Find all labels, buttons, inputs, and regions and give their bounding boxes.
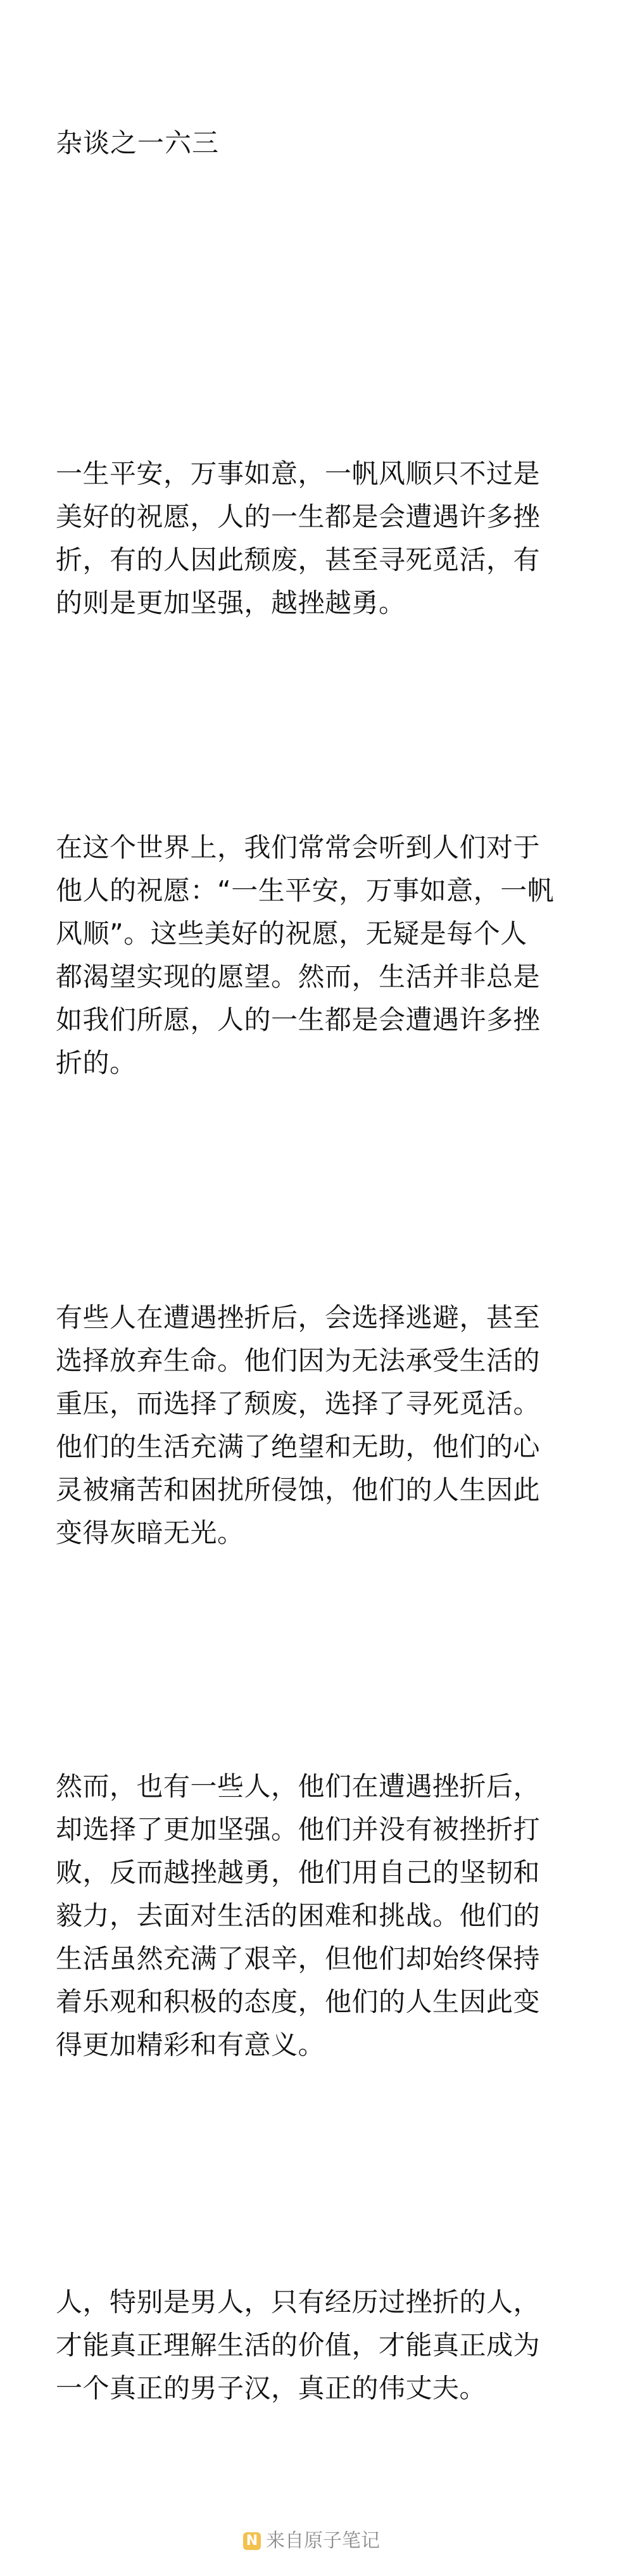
paragraph-line: 他人的祝愿：“一生平安，万事如意，一帆 <box>56 875 555 906</box>
paragraph-line: 有些人在遭遇挫折后，会选择逃避，甚至 <box>56 1302 541 1333</box>
paragraph-1 <box>56 452 569 625</box>
paragraph-line: 生活虽然充满了艰辛，但他们却始终保持 <box>56 1943 541 1974</box>
paragraph-line: 毅力，去面对生活的困难和挑战。他们的 <box>56 1900 541 1931</box>
footer <box>0 2527 623 2554</box>
article-title: 杂谈之一六三 <box>56 127 220 158</box>
paragraph-line: 败，反而越挫越勇，他们用自己的坚韧和 <box>56 1857 541 1888</box>
footer-source-text: 来自原子笔记 <box>266 2530 380 2552</box>
paragraph-4 <box>56 1765 569 2067</box>
paragraph-line: 折，有的人因此颓废，甚至寻死觅活，有 <box>56 544 541 575</box>
paragraph-line: 却选择了更加坚强。他们并没有被挫折打 <box>56 1814 541 1845</box>
paragraph-line: 如我们所愿，人的一生都是会遭遇许多挫 <box>56 1004 541 1035</box>
paragraph-line: 然而，也有一些人，他们在遭遇挫折后， <box>56 1771 541 1802</box>
paragraph-line: 变得灰暗无光。 <box>56 1517 244 1548</box>
footer-source <box>243 2528 380 2554</box>
paragraph-line: 选择放弃生命。他们因为无法承受生活的 <box>56 1345 541 1376</box>
paragraph-line: 的则是更加坚强，越挫越勇。 <box>56 587 406 618</box>
paragraph-line: 风顺”。这些美好的祝愿，无疑是每个人 <box>56 918 527 949</box>
paragraph-2 <box>56 826 569 1085</box>
paragraph-line: 美好的祝愿，人的一生都是会遭遇许多挫 <box>56 501 541 532</box>
paragraph-line: 人，特别是男人，只有经历过挫折的人， <box>56 2286 541 2318</box>
paragraph-3 <box>56 1296 569 1555</box>
paragraph-line: 一生平安，万事如意，一帆风顺只不过是 <box>56 458 541 489</box>
paragraph-line: 灵被痛苦和困扰所侵蚀，他们的人生因此 <box>56 1474 541 1505</box>
paragraph-line: 重压，而选择了颓废，选择了寻死觅活。 <box>56 1388 541 1419</box>
paragraph-line: 折的。 <box>56 1047 137 1078</box>
paragraph-line: 在这个世界上，我们常常会听到人们对于 <box>56 832 541 863</box>
paragraph-line: 才能真正理解生活的价值，才能真正成为 <box>56 2330 541 2361</box>
paragraph-line: 着乐观和积极的态度，他们的人生因此变 <box>56 1986 541 2017</box>
paragraph-line: 得更加精彩和有意义。 <box>56 2029 325 2060</box>
paragraph-line: 一个真正的男子汉，真正的伟丈夫。 <box>56 2373 487 2404</box>
paragraph-line: 都渴望实现的愿望。然而，生活并非总是 <box>56 961 541 992</box>
paragraph-5 <box>56 2281 569 2410</box>
app-logo-icon: N <box>243 2532 261 2550</box>
paragraph-line: 他们的生活充满了绝望和无助，他们的心 <box>56 1431 541 1462</box>
